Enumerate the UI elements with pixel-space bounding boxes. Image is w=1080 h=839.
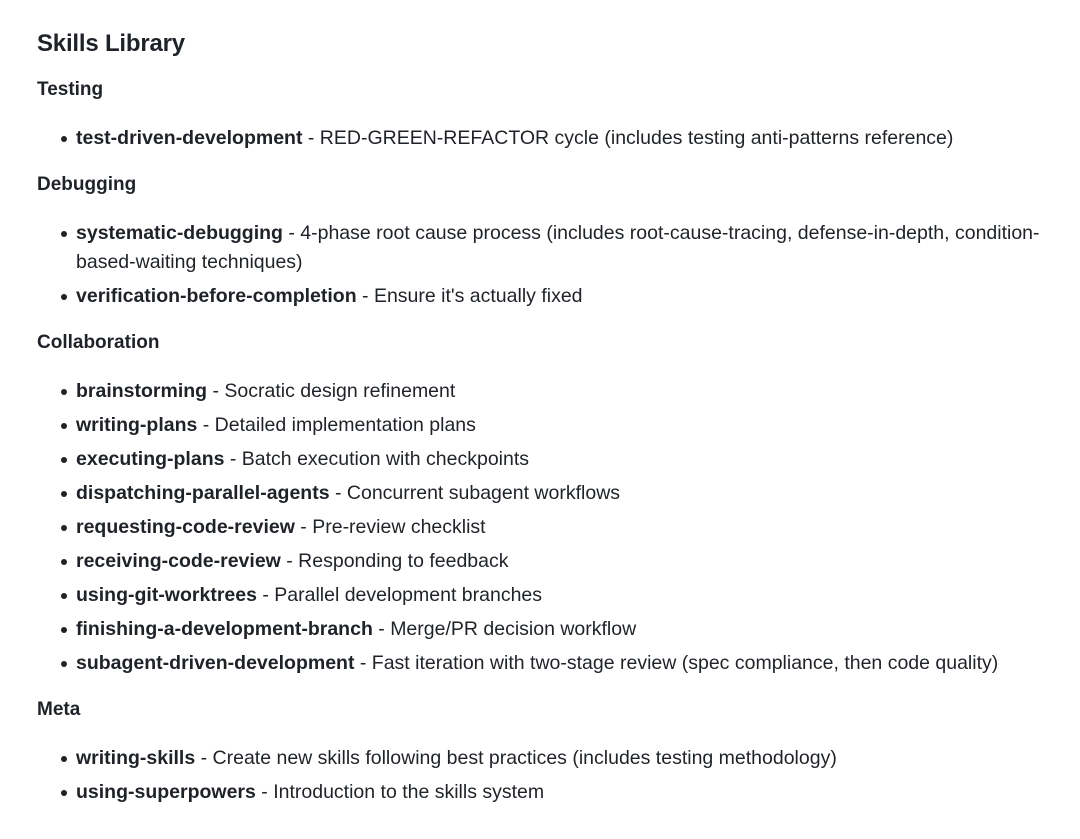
skill-name: finishing-a-development-branch <box>76 618 373 640</box>
list-item <box>76 282 1076 311</box>
list-item <box>76 219 1076 277</box>
list-item <box>76 547 1076 576</box>
skill-description: - Ensure it's actually fixed <box>356 285 583 307</box>
skill-list-debugging <box>37 219 1080 311</box>
skill-description: - Batch execution with checkpoints <box>224 448 530 470</box>
skill-description: - Socratic design refinement <box>207 380 456 402</box>
skill-name: brainstorming <box>76 380 208 402</box>
skill-name: using-git-worktrees <box>76 584 257 606</box>
skill-description: - Introduction to the skills system <box>255 781 545 803</box>
list-item <box>76 445 1076 474</box>
skill-description: - Responding to feedback <box>280 550 509 572</box>
skill-list-testing <box>37 124 1080 153</box>
skill-description: - Merge/PR decision workflow <box>372 618 637 640</box>
skill-name: requesting-code-review <box>76 516 295 538</box>
list-item <box>76 744 1076 773</box>
skill-name: receiving-code-review <box>76 550 281 572</box>
skill-name: systematic-debugging <box>76 222 283 244</box>
section-heading-debugging: Debugging <box>37 174 137 195</box>
skill-description: - RED-GREEN-REFACTOR cycle (includes testing anti-patterns reference) <box>302 127 954 149</box>
skill-name: subagent-driven-development <box>76 652 355 674</box>
skill-name: test-driven-development <box>76 127 303 149</box>
list-item <box>76 649 1076 678</box>
list-item <box>76 124 1076 153</box>
skill-list-collaboration <box>37 377 1080 678</box>
skill-description: - Parallel development branches <box>256 584 543 606</box>
list-item <box>76 479 1076 508</box>
list-item <box>76 513 1076 542</box>
skill-description: - Fast iteration with two-stage review (spec compliance, then code quality) <box>354 652 999 674</box>
section-heading-collaboration: Collaboration <box>37 332 160 353</box>
skill-description: - Detailed implementation plans <box>197 414 476 436</box>
skill-name: verification-before-completion <box>76 285 357 307</box>
list-item <box>76 377 1076 406</box>
skill-name: writing-plans <box>76 414 198 436</box>
section-heading-testing: Testing <box>37 79 104 100</box>
skill-description: - Concurrent subagent workflows <box>329 482 621 504</box>
list-item <box>76 581 1076 610</box>
list-item <box>76 778 1076 807</box>
skill-list-meta <box>37 744 1080 807</box>
list-item <box>76 615 1076 644</box>
skill-name: writing-skills <box>76 747 196 769</box>
skill-name: dispatching-parallel-agents <box>76 482 330 504</box>
section-heading-meta: Meta <box>37 699 81 720</box>
page-title: Skills Library <box>37 30 185 57</box>
skill-name: using-superpowers <box>76 781 256 803</box>
skill-name: executing-plans <box>76 448 225 470</box>
list-item <box>76 411 1076 440</box>
skill-description: - Create new skills following best practices (includes testing methodology) <box>195 747 837 769</box>
skill-description: - 4-phase root cause process (includes root-cause-tracing, defense-in-depth, condition-based-waiting techniques) <box>76 222 1040 273</box>
skill-description: - Pre-review checklist <box>294 516 486 538</box>
